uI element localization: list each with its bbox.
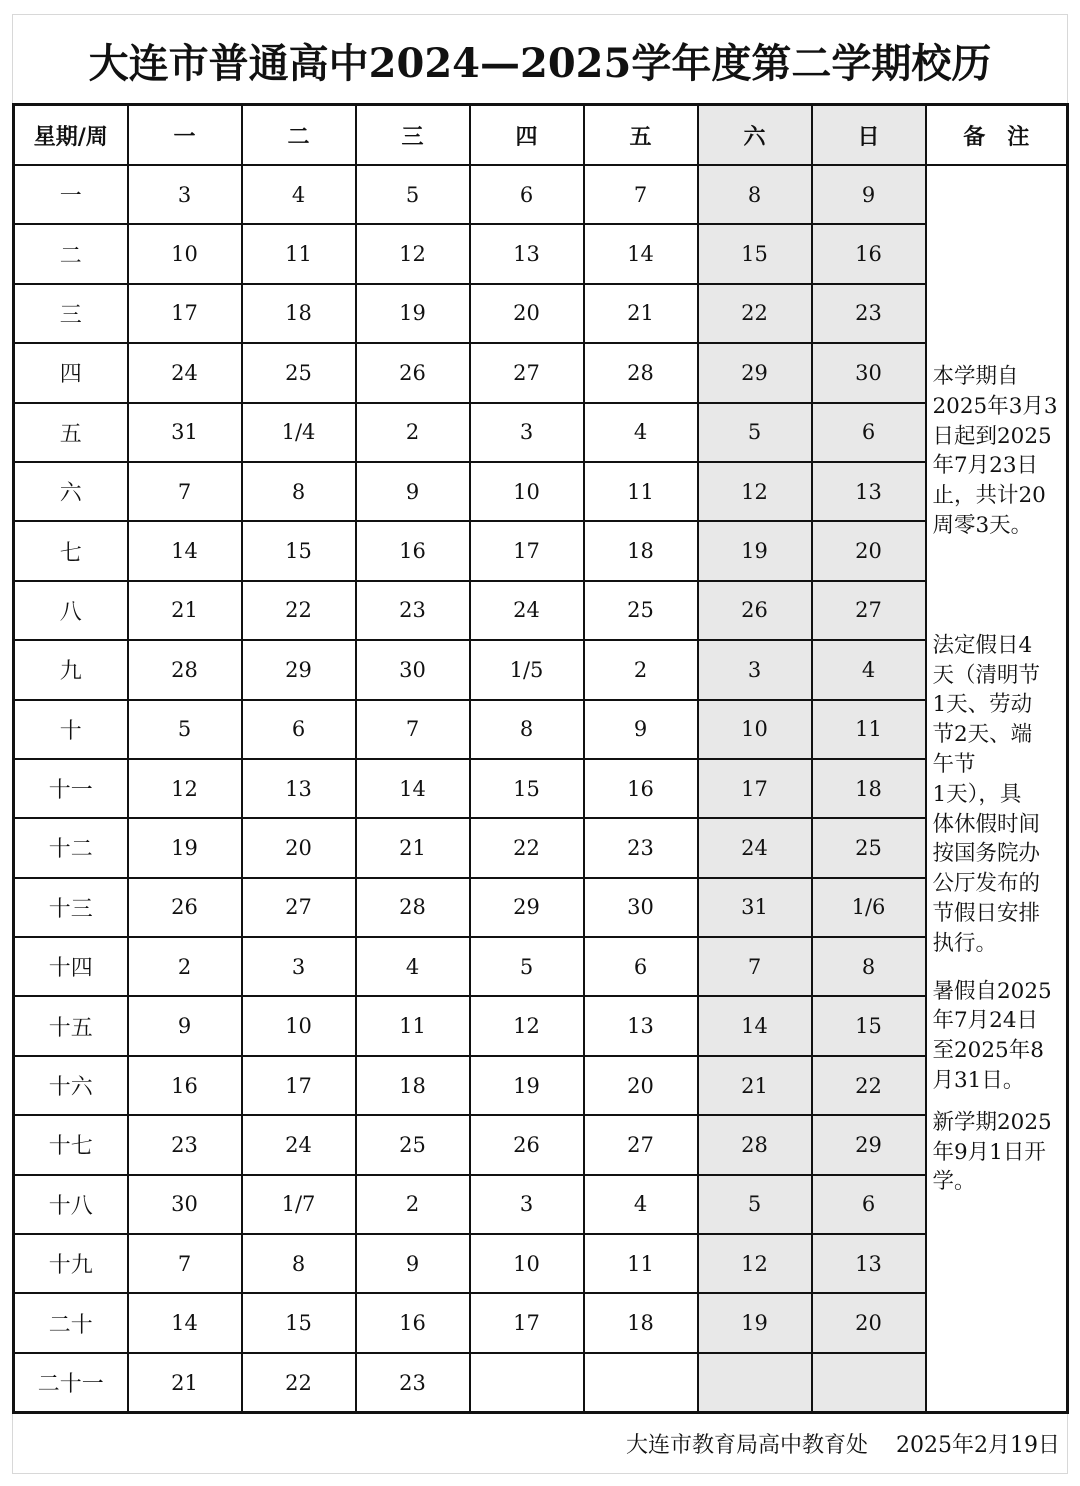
date-cell: 17 bbox=[128, 284, 242, 343]
date-cell: 17 bbox=[470, 521, 584, 580]
date-cell: 7 bbox=[356, 700, 470, 759]
date-cell: 8 bbox=[698, 165, 812, 224]
note-line: 2025年3月3 bbox=[932, 393, 1058, 419]
note-line: 节2天、端 bbox=[932, 722, 1033, 748]
date-cell: 13 bbox=[470, 224, 584, 283]
date-cell: 21 bbox=[698, 1056, 812, 1115]
date-cell: 19 bbox=[128, 818, 242, 877]
week-number: 十三 bbox=[14, 878, 128, 937]
date-cell: 17 bbox=[698, 759, 812, 818]
date-cell: 28 bbox=[356, 878, 470, 937]
date-cell: 13 bbox=[812, 1234, 926, 1293]
date-cell bbox=[470, 1353, 584, 1413]
page-title: 大连市普通高中2024—2025学年度第二学期校历 bbox=[88, 40, 992, 87]
week-row bbox=[14, 1234, 1068, 1293]
date-cell: 26 bbox=[356, 343, 470, 402]
note-line: 学。 bbox=[932, 1169, 976, 1195]
header-row bbox=[14, 105, 1068, 166]
date-cell: 1/6 bbox=[812, 878, 926, 937]
date-cell: 22 bbox=[242, 581, 356, 640]
date-cell: 23 bbox=[356, 581, 470, 640]
date-cell: 16 bbox=[584, 759, 698, 818]
date-cell: 3 bbox=[698, 640, 812, 699]
note-line: 执行。 bbox=[932, 930, 998, 956]
date-cell: 6 bbox=[812, 1175, 926, 1234]
date-cell: 11 bbox=[356, 996, 470, 1055]
date-cell: 15 bbox=[698, 224, 812, 283]
week-row bbox=[14, 640, 1068, 699]
date-cell: 11 bbox=[584, 1234, 698, 1293]
week-number: 一 bbox=[14, 165, 128, 224]
date-cell: 31 bbox=[698, 878, 812, 937]
date-cell: 7 bbox=[128, 462, 242, 521]
date-cell: 29 bbox=[470, 878, 584, 937]
day-header-thu: 四 bbox=[470, 105, 584, 166]
date-cell: 13 bbox=[584, 996, 698, 1055]
date-cell: 21 bbox=[356, 818, 470, 877]
date-cell: 4 bbox=[356, 937, 470, 996]
week-number: 八 bbox=[14, 581, 128, 640]
date-cell: 23 bbox=[128, 1115, 242, 1174]
date-cell: 30 bbox=[584, 878, 698, 937]
date-cell: 4 bbox=[812, 640, 926, 699]
note-line: 体休假时间 bbox=[932, 811, 1041, 837]
week-number: 七 bbox=[14, 521, 128, 580]
date-cell: 12 bbox=[470, 996, 584, 1055]
date-cell: 20 bbox=[470, 284, 584, 343]
week-number: 十二 bbox=[14, 818, 128, 877]
date-cell: 30 bbox=[812, 343, 926, 402]
issuer-text: 大连市教育局高中教育处 bbox=[626, 1433, 869, 1458]
day-header-mon: 一 bbox=[128, 105, 242, 166]
date-cell: 10 bbox=[470, 462, 584, 521]
date-cell: 27 bbox=[812, 581, 926, 640]
week-number: 十一 bbox=[14, 759, 128, 818]
date-cell: 27 bbox=[470, 343, 584, 402]
date-cell: 20 bbox=[242, 818, 356, 877]
date-cell: 19 bbox=[698, 521, 812, 580]
date-cell: 12 bbox=[698, 1234, 812, 1293]
date-cell: 9 bbox=[128, 996, 242, 1055]
note-line: 止，共计20 bbox=[932, 483, 1046, 509]
week-number: 五 bbox=[14, 403, 128, 462]
note-term-period bbox=[933, 166, 1061, 541]
date-cell: 19 bbox=[470, 1056, 584, 1115]
note-line: 1天），具 bbox=[932, 781, 1022, 807]
week-number: 十五 bbox=[14, 996, 128, 1055]
date-cell: 1/7 bbox=[242, 1175, 356, 1234]
date-cell: 25 bbox=[242, 343, 356, 402]
week-row bbox=[14, 343, 1068, 402]
issue-date: 2025年2月19日 bbox=[896, 1433, 1060, 1458]
week-row bbox=[14, 818, 1068, 877]
date-cell: 12 bbox=[128, 759, 242, 818]
week-row bbox=[14, 462, 1068, 521]
school-calendar-table bbox=[12, 103, 1069, 1414]
date-cell: 22 bbox=[812, 1056, 926, 1115]
date-cell: 14 bbox=[128, 521, 242, 580]
date-cell: 18 bbox=[812, 759, 926, 818]
date-cell: 25 bbox=[812, 818, 926, 877]
date-cell: 12 bbox=[698, 462, 812, 521]
date-cell bbox=[698, 1353, 812, 1413]
date-cell: 3 bbox=[242, 937, 356, 996]
date-cell: 28 bbox=[584, 343, 698, 402]
date-cell: 30 bbox=[356, 640, 470, 699]
note-line: 本学期自 bbox=[932, 364, 1019, 389]
week-row bbox=[14, 1175, 1068, 1234]
week-number: 六 bbox=[14, 462, 128, 521]
date-cell: 18 bbox=[584, 1293, 698, 1352]
date-cell: 27 bbox=[242, 878, 356, 937]
week-row bbox=[14, 165, 1068, 224]
date-cell: 14 bbox=[128, 1293, 242, 1352]
note-line: 周零3天。 bbox=[932, 512, 1033, 538]
day-header-fri: 五 bbox=[584, 105, 698, 166]
date-cell: 11 bbox=[812, 700, 926, 759]
week-row bbox=[14, 759, 1068, 818]
date-cell: 24 bbox=[470, 581, 584, 640]
week-number: 二 bbox=[14, 224, 128, 283]
date-cell: 19 bbox=[356, 284, 470, 343]
note-line: 午节 bbox=[932, 751, 976, 777]
date-cell: 31 bbox=[128, 403, 242, 462]
date-cell: 7 bbox=[698, 937, 812, 996]
week-row bbox=[14, 521, 1068, 580]
week-number: 四 bbox=[14, 343, 128, 402]
date-cell: 23 bbox=[812, 284, 926, 343]
note-line: 新学期2025 bbox=[932, 1109, 1052, 1135]
date-cell: 11 bbox=[584, 462, 698, 521]
date-cell: 5 bbox=[470, 937, 584, 996]
date-cell: 19 bbox=[698, 1293, 812, 1352]
date-cell: 3 bbox=[128, 165, 242, 224]
week-row bbox=[14, 1353, 1068, 1413]
date-cell: 16 bbox=[356, 1293, 470, 1352]
date-cell: 21 bbox=[584, 284, 698, 343]
date-cell: 7 bbox=[128, 1234, 242, 1293]
date-cell: 14 bbox=[584, 224, 698, 283]
date-cell: 25 bbox=[356, 1115, 470, 1174]
week-number: 十九 bbox=[14, 1234, 128, 1293]
date-cell: 8 bbox=[470, 700, 584, 759]
note-line: 节假日安排 bbox=[932, 900, 1041, 926]
note-summer-break bbox=[933, 959, 1061, 1096]
date-cell: 8 bbox=[242, 462, 356, 521]
date-cell: 20 bbox=[584, 1056, 698, 1115]
date-cell: 24 bbox=[128, 343, 242, 402]
date-cell: 1/5 bbox=[470, 640, 584, 699]
date-cell: 29 bbox=[242, 640, 356, 699]
note-legal-holidays bbox=[933, 541, 1061, 959]
date-cell: 10 bbox=[470, 1234, 584, 1293]
date-cell: 7 bbox=[584, 165, 698, 224]
date-cell: 9 bbox=[356, 462, 470, 521]
date-cell: 13 bbox=[812, 462, 926, 521]
week-number: 十 bbox=[14, 700, 128, 759]
date-cell: 4 bbox=[584, 1175, 698, 1234]
date-cell: 9 bbox=[356, 1234, 470, 1293]
week-row bbox=[14, 878, 1068, 937]
note-line: 年7月24日 bbox=[932, 1008, 1039, 1034]
date-cell: 18 bbox=[584, 521, 698, 580]
date-cell: 21 bbox=[128, 581, 242, 640]
date-cell: 3 bbox=[470, 403, 584, 462]
date-cell: 5 bbox=[698, 1175, 812, 1234]
note-new-term bbox=[933, 1096, 1061, 1197]
week-number: 十七 bbox=[14, 1115, 128, 1174]
date-cell: 2 bbox=[128, 937, 242, 996]
date-cell: 2 bbox=[356, 1175, 470, 1234]
date-cell: 18 bbox=[242, 284, 356, 343]
date-cell: 23 bbox=[584, 818, 698, 877]
week-row bbox=[14, 700, 1068, 759]
date-cell: 8 bbox=[812, 937, 926, 996]
date-cell: 22 bbox=[470, 818, 584, 877]
date-cell: 15 bbox=[470, 759, 584, 818]
date-cell: 26 bbox=[470, 1115, 584, 1174]
week-row bbox=[14, 1115, 1068, 1174]
week-number: 三 bbox=[14, 284, 128, 343]
week-number: 二十 bbox=[14, 1293, 128, 1352]
week-row bbox=[14, 996, 1068, 1055]
date-cell: 23 bbox=[356, 1353, 470, 1413]
note-line: 日起到2025 bbox=[932, 423, 1052, 449]
date-cell: 14 bbox=[698, 996, 812, 1055]
date-cell: 21 bbox=[128, 1353, 242, 1413]
note-line: 公厅发布的 bbox=[932, 871, 1041, 897]
week-number: 二十一 bbox=[14, 1353, 128, 1413]
week-number: 十八 bbox=[14, 1175, 128, 1234]
date-cell: 25 bbox=[584, 581, 698, 640]
date-cell: 28 bbox=[128, 640, 242, 699]
date-cell: 16 bbox=[128, 1056, 242, 1115]
week-row bbox=[14, 1293, 1068, 1352]
calendar-body bbox=[14, 165, 1068, 1413]
week-row bbox=[14, 1056, 1068, 1115]
date-cell: 13 bbox=[242, 759, 356, 818]
week-row bbox=[14, 224, 1068, 283]
date-cell: 17 bbox=[470, 1293, 584, 1352]
day-header-sun: 日 bbox=[812, 105, 926, 166]
note-line: 年9月1日开 bbox=[932, 1139, 1046, 1165]
date-cell: 15 bbox=[242, 1293, 356, 1352]
date-cell: 24 bbox=[698, 818, 812, 877]
date-cell: 12 bbox=[356, 224, 470, 283]
date-cell: 11 bbox=[242, 224, 356, 283]
note-line: 年7月23日 bbox=[932, 453, 1039, 479]
date-cell: 29 bbox=[698, 343, 812, 402]
footer bbox=[598, 1428, 1060, 1459]
note-line: 法定假日4 bbox=[932, 632, 1033, 658]
date-cell: 28 bbox=[698, 1115, 812, 1174]
week-row bbox=[14, 937, 1068, 996]
date-cell: 14 bbox=[356, 759, 470, 818]
week-number: 九 bbox=[14, 640, 128, 699]
date-cell: 6 bbox=[242, 700, 356, 759]
date-cell: 24 bbox=[242, 1115, 356, 1174]
date-cell: 15 bbox=[812, 996, 926, 1055]
note-line: 暑假自2025 bbox=[932, 978, 1052, 1004]
date-cell: 16 bbox=[356, 521, 470, 580]
week-row bbox=[14, 581, 1068, 640]
week-number: 十四 bbox=[14, 937, 128, 996]
date-cell: 2 bbox=[356, 403, 470, 462]
week-row bbox=[14, 403, 1068, 462]
note-line: 按国务院办 bbox=[932, 841, 1041, 867]
date-cell: 5 bbox=[698, 403, 812, 462]
date-cell: 26 bbox=[128, 878, 242, 937]
day-header-wed: 三 bbox=[356, 105, 470, 166]
date-cell: 22 bbox=[698, 284, 812, 343]
date-cell: 10 bbox=[242, 996, 356, 1055]
notes-cell bbox=[926, 165, 1068, 1413]
note-line: 天（清明节 bbox=[932, 662, 1041, 688]
date-cell: 1/4 bbox=[242, 403, 356, 462]
date-cell: 4 bbox=[242, 165, 356, 224]
date-cell: 10 bbox=[698, 700, 812, 759]
date-cell: 10 bbox=[128, 224, 242, 283]
date-cell: 26 bbox=[698, 581, 812, 640]
date-cell: 22 bbox=[242, 1353, 356, 1413]
notes-column-header: 备 注 bbox=[926, 105, 1068, 166]
date-cell: 6 bbox=[584, 937, 698, 996]
day-header-tue: 二 bbox=[242, 105, 356, 166]
note-line: 至2025年8 bbox=[932, 1038, 1044, 1064]
day-header-sat: 六 bbox=[698, 105, 812, 166]
note-line: 1天、劳动 bbox=[932, 692, 1033, 718]
date-cell: 20 bbox=[812, 1293, 926, 1352]
date-cell: 4 bbox=[584, 403, 698, 462]
date-cell bbox=[584, 1353, 698, 1413]
date-cell: 2 bbox=[584, 640, 698, 699]
week-row bbox=[14, 284, 1068, 343]
date-cell: 27 bbox=[584, 1115, 698, 1174]
note-line: 月31日。 bbox=[932, 1067, 1025, 1093]
date-cell: 15 bbox=[242, 521, 356, 580]
date-cell: 8 bbox=[242, 1234, 356, 1293]
date-cell: 30 bbox=[128, 1175, 242, 1234]
date-cell: 6 bbox=[812, 403, 926, 462]
date-cell: 18 bbox=[356, 1056, 470, 1115]
date-cell: 16 bbox=[812, 224, 926, 283]
date-cell: 3 bbox=[470, 1175, 584, 1234]
date-cell: 17 bbox=[242, 1056, 356, 1115]
week-number: 十六 bbox=[14, 1056, 128, 1115]
date-cell: 9 bbox=[812, 165, 926, 224]
date-cell: 5 bbox=[356, 165, 470, 224]
date-cell: 5 bbox=[128, 700, 242, 759]
date-cell: 29 bbox=[812, 1115, 926, 1174]
date-cell: 6 bbox=[470, 165, 584, 224]
week-column-header: 星期/周 bbox=[14, 105, 128, 166]
date-cell bbox=[812, 1353, 926, 1413]
date-cell: 9 bbox=[584, 700, 698, 759]
date-cell: 20 bbox=[812, 521, 926, 580]
